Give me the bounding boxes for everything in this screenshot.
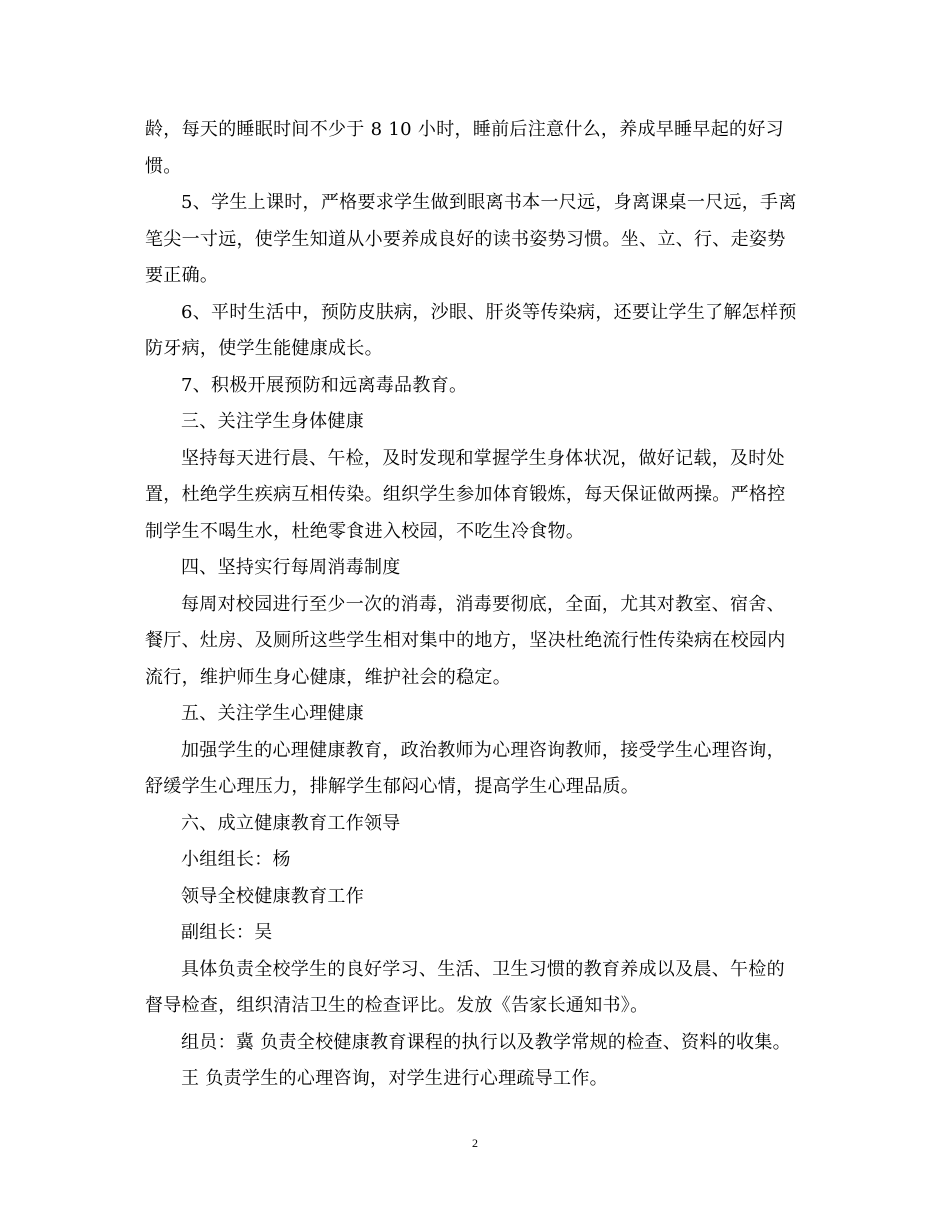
text-line: 五、关注学生心理健康 [181,703,364,724]
document-body [145,112,807,1098]
text-line: 督导检查，组织清洁卫生的检查评比。发放《告家长通知书》。 [145,995,649,1016]
paragraph [145,185,807,295]
text-line: 舒缓学生心理压力，排解学生郁闷心情，提高学生心理品质。 [145,776,640,797]
text-line: 置，杜绝学生疾病互相传染。组织学生参加体育锻炼，每天保证做两操。严格控 [145,484,786,505]
text-line: 7、积极开展预防和远离毒品教育。 [181,374,468,396]
paragraph [145,952,807,1025]
text-line: 坚持每天进行晨、午检，及时发现和掌握学生身体状况，做好记载，及时处 [181,447,785,469]
paragraph [145,806,807,843]
text-line: 四、坚持实行每周消毒制度 [181,557,401,578]
paragraph [145,696,807,733]
paragraph [145,1061,807,1098]
text-line: 每周对校园进行至少一次的消毒，消毒要彻底，全面，尤其对教室、宿舍、 [181,593,785,615]
page-number: 2 [472,1136,478,1150]
text-line: 领导全校健康教育工作 [181,885,364,907]
text-line: 餐厅、灶房、及厕所这些学生相对集中的地方，坚决杜绝流行性传染病在校园内 [145,630,786,651]
text-line: 小组组长：杨 [181,849,291,870]
text-line: 六、成立健康教育工作领导 [181,812,401,834]
text-line: 副组长：吴 [181,922,273,943]
text-line: 惯。 [145,155,182,177]
paragraph [145,404,807,441]
text-line: 三、关注学生身体健康 [181,411,364,432]
text-line: 防牙病，使学生能健康成长。 [145,338,383,359]
text-line: 笔尖一寸远，使学生知道从小要养成良好的读书姿势习惯。坐、立、行、走姿势 [145,228,786,250]
paragraph [145,112,807,185]
text-line: 流行，维护师生身心健康，维护社会的稳定。 [145,666,511,688]
paragraph [145,295,807,368]
paragraph [145,1025,807,1062]
text-line: 制学生不喝生水，杜绝零食进入校园，不吃生冷食物。 [145,520,585,542]
paragraph [145,915,807,952]
text-line: 组员：冀 负责全校健康教育课程的执行以及教学常规的检查、资料的收集。 [181,1031,791,1053]
text-line: 龄，每天的睡眠时间不少于 8 10 小时，睡前后注意什么，养成早睡早起的好习 [145,119,784,140]
paragraph [145,879,807,916]
text-line: 要正确。 [145,265,219,286]
paragraph [145,733,807,806]
paragraph [145,550,807,587]
paragraph [145,842,807,879]
text-line: 王 负责学生的心理咨询，对学生进行心理疏导工作。 [181,1068,608,1089]
text-line: 5、学生上课时，严格要求学生做到眼离书本一尺远，身离课桌一尺远，手离 [181,192,797,213]
paragraph [145,368,807,405]
text-line: 具体负责全校学生的良好学习、生活、卫生习惯的教育养成以及晨、午检的 [181,958,785,980]
paragraph [145,587,807,697]
text-line: 加强学生的心理健康教育，政治教师为心理咨询教师，接受学生心理咨询， [181,739,785,761]
paragraph [145,441,807,551]
text-line: 6、平时生活中，预防皮肤病，沙眼、肝炎等传染病，还要让学生了解怎样预 [181,301,797,323]
